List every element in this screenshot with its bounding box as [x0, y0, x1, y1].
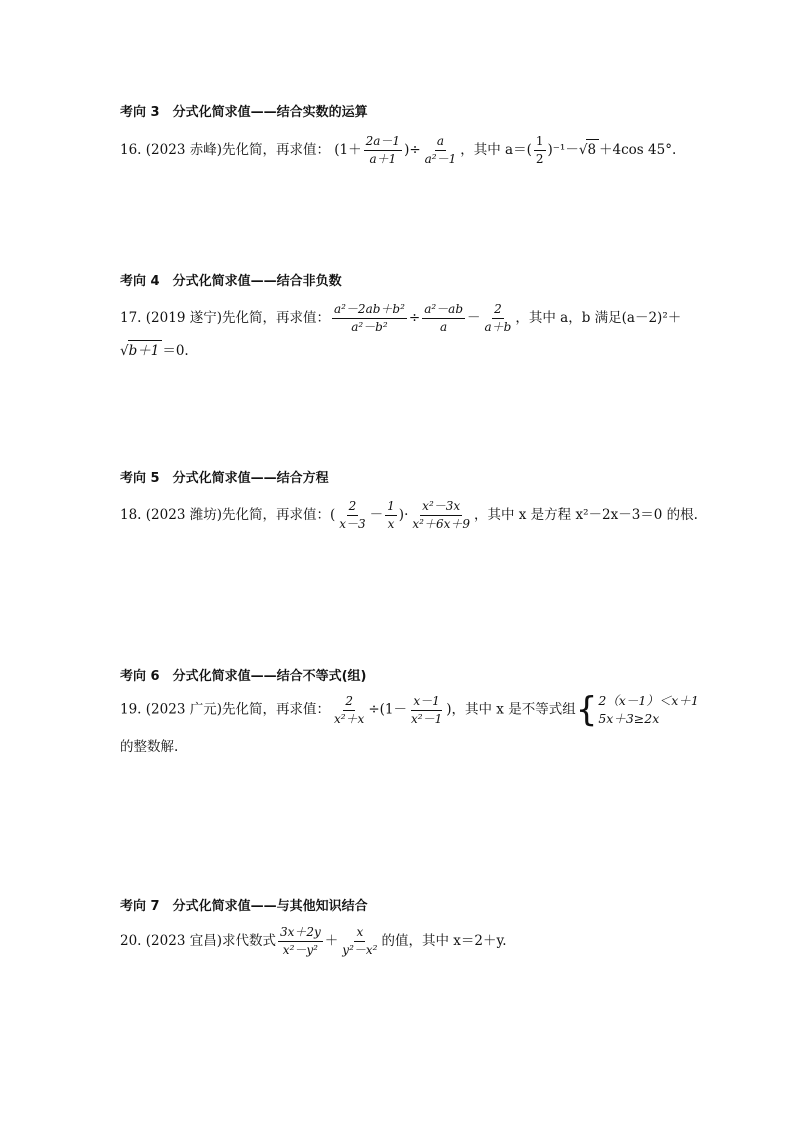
- problem-source: (2019 遂宁): [145, 310, 222, 326]
- math-text: ÷(1－: [368, 701, 407, 718]
- problem-number: 16.: [120, 142, 142, 158]
- math-text: 的整数解.: [120, 739, 179, 755]
- fraction: $\frac{\text{a²－2ab＋b²}}{\text{a²－b²}}$: [333, 302, 405, 334]
- radical: √b＋1: [120, 340, 162, 361]
- math-text: (: [329, 507, 336, 523]
- math-text: ，其中 a＝(: [460, 142, 532, 158]
- problem-prompt: 求代数式: [221, 933, 276, 949]
- problem-prompt: 先化简，再求值：: [221, 507, 330, 523]
- inequality-line: 5x＋3≥2x: [598, 711, 660, 726]
- math-text: ÷: [408, 310, 421, 326]
- fraction: $\frac{2a-1}{a+1}$: [365, 134, 401, 166]
- math-text: (1＋: [334, 142, 362, 158]
- problem-source: (2023 宜昌): [145, 933, 222, 949]
- math-text: )÷: [404, 142, 421, 158]
- problem-number: 19.: [120, 701, 142, 718]
- math-text: ，其中 a，b 满足(a－2)²＋: [515, 310, 682, 326]
- section-heading-6: 考向 6 分式化简求值——结合不等式(组): [120, 669, 367, 684]
- problem-18: [120, 499, 698, 532]
- section-heading-3: 考向 3 分式化简求值——结合实数的运算: [120, 105, 368, 120]
- inequality-system: [576, 692, 699, 728]
- fraction: $\frac{2}{\text{x²＋x}}$: [333, 693, 365, 726]
- section-heading-7: 考向 7 分式化简求值——与其他知识结合: [120, 899, 368, 914]
- fraction: $\frac{a}{\text{a²－1}}$: [424, 134, 457, 166]
- problem-prompt: 先化简，再求值：: [221, 310, 330, 326]
- math-text: －: [467, 310, 481, 326]
- fraction: $\frac{2}{x-3}$: [339, 499, 366, 531]
- math-text: ): [446, 701, 452, 718]
- fraction: $\frac{x-1}{\text{x²－1}}$: [411, 693, 443, 726]
- fraction: $\frac{\text{x²－3x}}{\text{x²＋6x＋9}}$: [412, 499, 470, 531]
- section-heading-4: 考向 4 分式化简求值——结合非负数: [120, 274, 342, 289]
- problem-16: [120, 134, 676, 167]
- section-heading-5: 考向 5 分式化简求值——结合方程: [120, 471, 329, 486]
- brace-icon: {: [575, 690, 598, 730]
- problem-source: (2023 广元): [145, 701, 222, 718]
- math-text: －: [369, 507, 384, 523]
- problem-prompt: 先化简，再求值：: [221, 701, 330, 718]
- problem-19: [120, 692, 699, 728]
- math-text: ＝0.: [162, 343, 189, 359]
- fraction: $\frac{2}{a+b}$: [484, 302, 512, 334]
- fraction: $\frac{1}{2}$: [535, 134, 544, 166]
- problem-17-continued: [120, 340, 189, 361]
- problem-number: 18.: [120, 507, 142, 523]
- radical: √8: [579, 139, 599, 160]
- problem-number: 17.: [120, 310, 142, 326]
- problem-source: (2023 潍坊): [145, 507, 222, 523]
- inequality-line: 2（x－1）＜x＋1: [598, 693, 699, 708]
- fraction: $\frac{3x+2y}{\text{x²－y²}}$: [279, 925, 321, 957]
- fraction: $\frac{x}{\text{y²－x²}}$: [342, 925, 378, 957]
- problem-number: 20.: [120, 933, 142, 949]
- math-text: )⁻¹－: [547, 142, 579, 158]
- math-text: ＋: [324, 933, 339, 949]
- math-text: ，其中 x 是方程 x²－2x－3＝0 的根.: [473, 507, 698, 523]
- problem-prompt: 先化简，再求值：: [221, 142, 330, 158]
- fraction: $\frac{1}{x}$: [387, 499, 395, 531]
- math-text: )·: [398, 507, 409, 523]
- problem-17: [120, 302, 681, 335]
- math-text: ，其中 x 是不等式组: [451, 701, 576, 718]
- math-text: ＋4cos 45°.: [599, 142, 677, 158]
- problem-20: [120, 925, 507, 958]
- fraction: $\frac{\text{a²－ab}}{a}$: [424, 302, 464, 334]
- problem-source: (2023 赤峰): [145, 142, 222, 158]
- math-text: 的值，其中 x＝2＋y.: [381, 933, 507, 949]
- problem-19-continued: [120, 737, 178, 757]
